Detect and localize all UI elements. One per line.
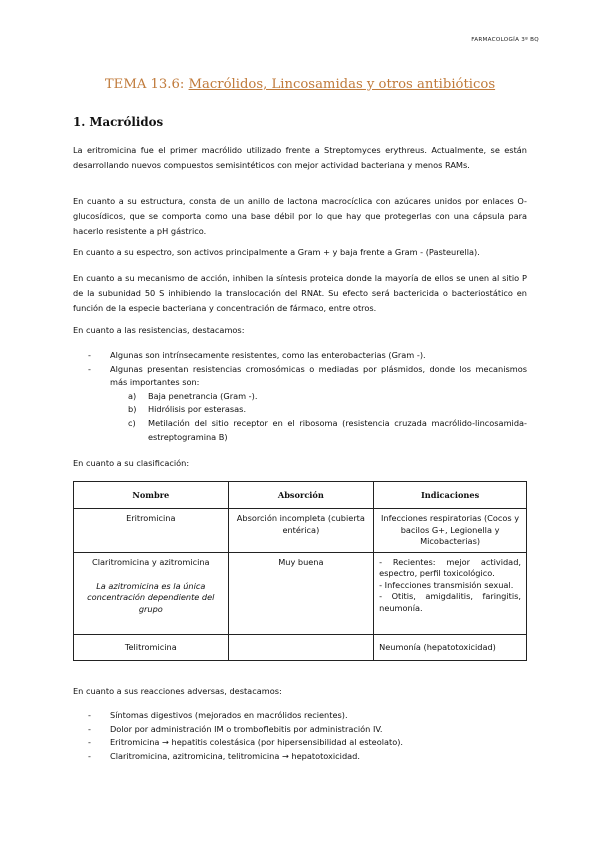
paragraph-structure: En cuanto a su estructura, consta de un anillo de lactona macrocíclica con azúcares unidos por enlaces O-glucosídicos, que se comporta como una base débil por lo que hay que protegerlas con una cápsula para hacerlo resistente a pH gástrico. xyxy=(73,196,527,237)
list-dash: - xyxy=(88,737,91,748)
list-dash: - xyxy=(88,723,91,734)
list-item xyxy=(73,723,527,737)
list-item xyxy=(73,363,527,445)
cell-name: Telitromicina xyxy=(74,634,229,660)
table-header-row xyxy=(74,482,527,509)
table-row xyxy=(74,509,527,553)
column-header-absorption: Absorción xyxy=(228,482,374,509)
indication-line: - Recientes: mejor actividad, espectro, perfil toxicológico. xyxy=(379,556,521,578)
column-header-indications: Indicaciones xyxy=(374,482,527,509)
cell-indications xyxy=(374,552,527,634)
list-dash: - xyxy=(88,350,91,360)
list-item xyxy=(73,750,527,764)
cell-absorption: Muy buena xyxy=(228,552,374,634)
paragraph-intro: La eritromicina fue el primer macrólido utilizado frente a Streptomyces erythreus. Actualmente, se están desarrollando nuevos compuestos semisintéticos con mejor actividad bacteriana y menos RAMs. xyxy=(73,145,527,171)
title-prefix: TEMA 13.6: xyxy=(104,77,185,92)
list-dash: - xyxy=(88,750,91,761)
sublist-item xyxy=(110,417,527,444)
list-item xyxy=(73,709,527,723)
cell-absorption xyxy=(228,634,374,660)
cell-name: Eritromicina xyxy=(74,509,229,553)
table-row xyxy=(74,634,527,660)
sublist-item-text: Baja penetrancia (Gram -). xyxy=(148,390,258,401)
cell-name-text: Claritromicina y azitromicina xyxy=(92,556,210,567)
list-item-text: Claritromicina, azitromicina, telitromicina → hepatotoxicidad. xyxy=(110,750,360,761)
sublist-item xyxy=(110,403,527,417)
cell-absorption: Absorción incompleta (cubierta entérica) xyxy=(228,509,374,553)
cell-indications: Neumonía (hepatotoxicidad) xyxy=(374,634,527,660)
list-item-text: Algunas presentan resistencias cromosómicas o mediadas por plásmidos, donde los mecanismos más importantes son: xyxy=(110,363,527,388)
cell-name-note: La azitromicina es la única concentración dependiente del grupo xyxy=(87,580,215,614)
list-item-text: Síntomas digestivos (mejorados en macrólidos recientes). xyxy=(110,710,348,720)
table-row xyxy=(74,552,527,634)
paragraph-resistances-intro: En cuanto a las resistencias, destacamos: xyxy=(73,325,245,335)
sublist-marker: b) xyxy=(128,404,137,415)
paragraph-adverse-intro: En cuanto a sus reacciones adversas, destacamos: xyxy=(73,686,282,696)
mechanisms-sublist xyxy=(110,390,527,444)
sublist-marker: c) xyxy=(128,417,136,428)
list-item-text: Dolor por administración IM o tromboflebitis por administración IV. xyxy=(110,723,383,734)
list-dash: - xyxy=(88,710,91,720)
indication-line: - Infecciones transmisión sexual. xyxy=(379,579,514,590)
sublist-item-text: Metilación del sitio receptor en el ribosoma (resistencia cruzada macrólido-lincosamida- estreptogramina B) xyxy=(148,417,527,442)
course-header: FARMACOLOGÍA 3º BQ xyxy=(471,37,539,43)
section-heading: 1. Macrólidos xyxy=(73,115,164,129)
cell-name xyxy=(74,552,229,634)
list-item-text: Eritromicina → hepatitis colestásica (por hipersensibilidad al esteolato). xyxy=(110,737,404,748)
column-header-name: Nombre xyxy=(74,482,229,509)
adverse-list xyxy=(73,709,527,763)
cell-indications: Infecciones respiratorias (Cocos y bacilos G+, Legionella y Micobacterias) xyxy=(374,509,527,553)
sublist-item xyxy=(110,390,527,404)
list-item-text: Algunas son intrínsecamente resistentes, como las enterobacterias (Gram -). xyxy=(110,350,426,360)
paragraph-mechanism: En cuanto a su mecanismo de acción, inhiben la síntesis proteica donde la mayoría de ellos se unen al sitio P de la subunidad 50 S inhibiendo la translocación del RNAt. Su efecto será bactericida o bacteriostático en función de la especie bacteriana y concentración de fármaco, entre otros. xyxy=(73,273,527,314)
classification-table xyxy=(73,481,527,661)
sublist-item-text: Hidrólisis por esterasas. xyxy=(148,404,247,415)
list-item xyxy=(73,349,527,363)
paragraph-spectrum: En cuanto a su espectro, son activos principalmente a Gram + y baja frente a Gram - (Pasteurella). xyxy=(73,247,480,257)
list-dash: - xyxy=(88,363,91,374)
resistances-list xyxy=(73,349,527,444)
sublist-marker: a) xyxy=(128,390,137,401)
list-item xyxy=(73,736,527,750)
indication-line: - Otitis, amigdalitis, faringitis, neumonía. xyxy=(379,591,521,613)
document-title xyxy=(0,77,600,92)
paragraph-classification: En cuanto a su clasificación: xyxy=(73,458,190,468)
title-subject: Macrólidos, Lincosamidas y otros antibióticos xyxy=(188,77,496,92)
